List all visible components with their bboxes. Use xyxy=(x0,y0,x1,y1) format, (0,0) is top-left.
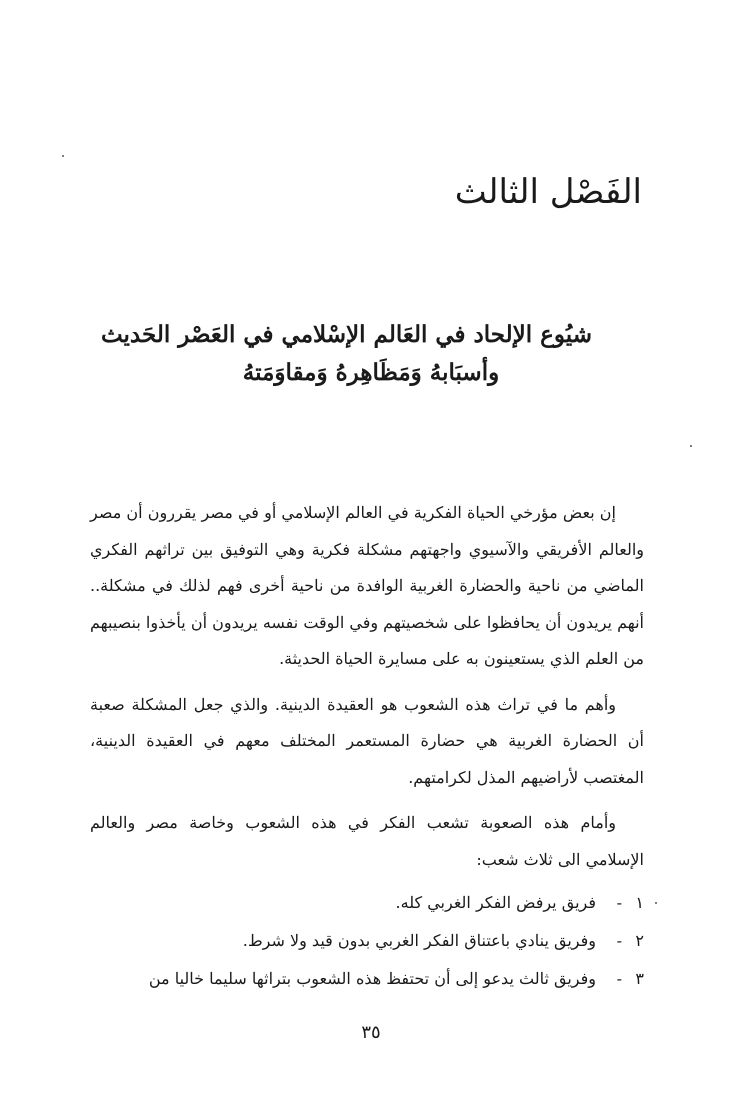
list-item-dash: - xyxy=(616,969,622,988)
page-number: ٣٥ xyxy=(361,1022,381,1043)
list-item-text: فريق يرفض الفكر الغربي كله. xyxy=(395,893,596,912)
chapter-subtitle xyxy=(100,316,592,392)
numbered-list xyxy=(90,887,644,995)
subtitle-line-1: شيُوع الإلحاد في العَالم الإسْلامي في العَصْر الحَديث xyxy=(100,321,592,348)
list-item xyxy=(90,963,644,995)
list-item xyxy=(90,887,644,919)
list-item-number: ١ xyxy=(635,893,644,912)
scan-speck xyxy=(655,902,657,904)
body-text xyxy=(90,495,644,1001)
paragraph: إن بعض مؤرخي الحياة الفكرية في العالم الإسلامي أو في مصر يقررون أن مصر والعالم الأفريقي والآسيوي واجهتهم مشكلة فكرية وهي التوفيق بين تراثهم الفكري الماضي من ناحية والحضارة الغربية الوافدة من ناحية أخرى فهم لذلك في مشكلة.. أنهم يريدون أن يحافظوا على شخصيتهم وفي الوقت نفسه يريدون أن يأخذوا بنصيبهم من العلم الذي يستعينون به على مسايرة الحياة الحديثة. xyxy=(90,503,644,668)
list-item-number: ٣ xyxy=(635,969,644,988)
scan-speck xyxy=(62,155,64,157)
paragraph: وأهم ما في تراث هذه الشعوب هو العقيدة الدينية. والذي جعل المشكلة صعبة أن الحضارة الغربية هي حضارة المستعمر المختلف معهم في العقيدة الدينية، المغتصب لأراضيهم المذل لكرامتهم. xyxy=(90,694,644,787)
list-item xyxy=(90,925,644,957)
subtitle-line-2: وأسبَابهُ وَمَظَاهِرهُ وَمقاوَمَتهُ xyxy=(242,359,500,386)
scan-speck xyxy=(690,445,692,447)
list-item-text: وفريق ينادي باعتناق الفكر الغربي بدون قيد ولا شرط. xyxy=(242,931,596,950)
list-item-text: وفريق ثالث يدعو إلى أن تحتفظ هذه الشعوب بتراثها سليما خاليا من xyxy=(148,969,596,988)
chapter-title: الفَصْل الثالث xyxy=(454,172,642,212)
list-item-dash: - xyxy=(616,893,622,912)
paragraph: وأمام هذه الصعوبة تشعب الفكر في هذه الشعوب وخاصة مصر والعالم الإسلامي الى ثلاث شعب: xyxy=(90,813,644,869)
list-item-number: ٢ xyxy=(635,931,644,950)
list-item-dash: - xyxy=(616,931,622,950)
